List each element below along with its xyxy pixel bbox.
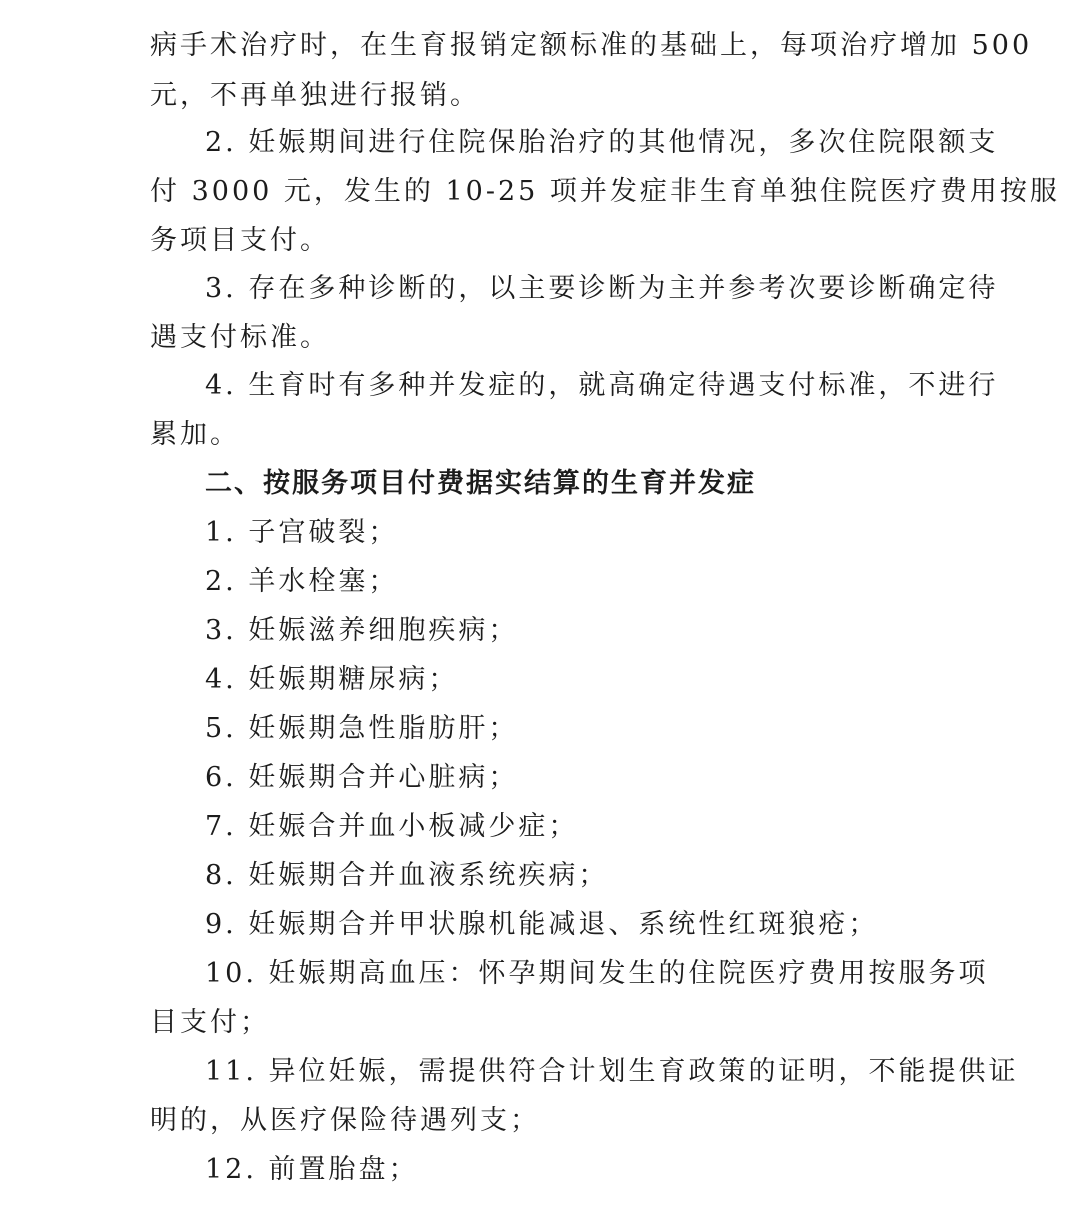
- list-item-3: 3. 存在多种诊断的，以主要诊断为主并参考次要诊断确定待: [205, 273, 999, 304]
- list-item: 8. 妊娠期合并血液系统疾病；: [205, 860, 609, 891]
- paragraph-line: 务项目支付。: [150, 225, 330, 256]
- list-item: 6. 妊娠期合并心脏病；: [205, 762, 519, 793]
- paragraph-line: 病手术治疗时，在生育报销定额标准的基础上，每项治疗增加 500: [150, 30, 1033, 61]
- paragraph-line: 遇支付标准。: [150, 322, 330, 353]
- list-item: 5. 妊娠期急性脂肪肝；: [205, 713, 519, 744]
- list-item: 7. 妊娠合并血小板减少症；: [205, 811, 579, 842]
- list-item: 9. 妊娠期合并甲状腺机能减退、系统性红斑狼疮；: [205, 909, 879, 940]
- list-item: 4. 妊娠期糖尿病；: [205, 664, 459, 695]
- list-item-4: 4. 生育时有多种并发症的，就高确定待遇支付标准，不进行: [205, 370, 999, 401]
- list-item: 3. 妊娠滋养细胞疾病；: [205, 615, 519, 646]
- list-item: 1. 子宫破裂；: [205, 517, 399, 548]
- paragraph-line: 明的，从医疗保险待遇列支；: [150, 1105, 540, 1136]
- list-item: 10. 妊娠期高血压：怀孕期间发生的住院医疗费用按服务项: [205, 958, 989, 989]
- paragraph-line: 元，不再单独进行报销。: [150, 80, 480, 111]
- list-item: 2. 羊水栓塞；: [205, 566, 399, 597]
- list-item-2: 2. 妊娠期间进行住院保胎治疗的其他情况，多次住院限额支: [205, 127, 999, 158]
- paragraph-line: 付 3000 元，发生的 10-25 项并发症非生育单独住院医疗费用按服: [150, 176, 1060, 207]
- section-heading: 二、按服务项目付费据实结算的生育并发症: [205, 468, 756, 499]
- list-item: 12. 前置胎盘；: [205, 1154, 419, 1185]
- list-item: 11. 异位妊娠，需提供符合计划生育政策的证明，不能提供证: [205, 1056, 1019, 1087]
- paragraph-line: 目支付；: [150, 1007, 270, 1038]
- paragraph-line: 累加。: [150, 419, 240, 450]
